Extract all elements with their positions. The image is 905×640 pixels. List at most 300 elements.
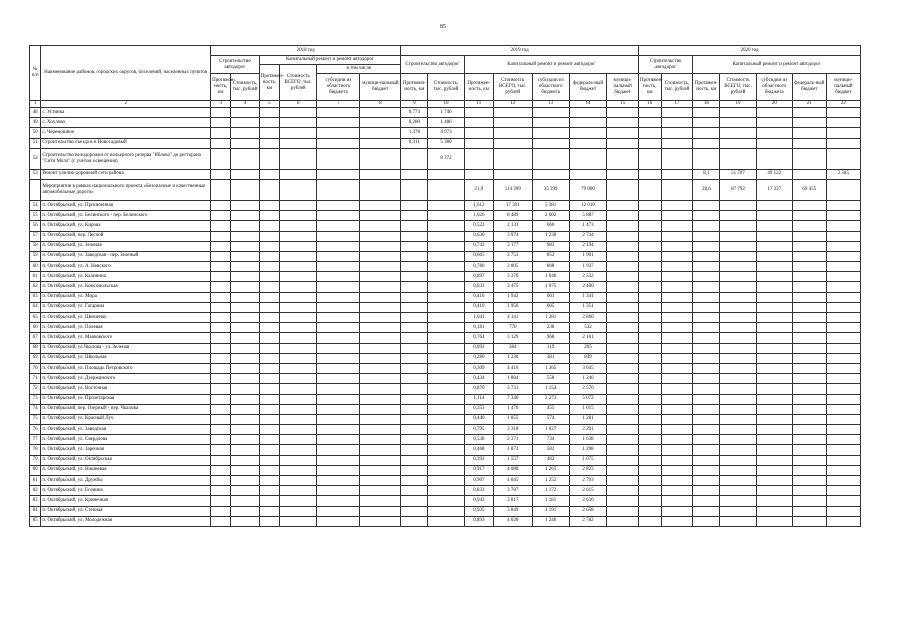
row-value-cell bbox=[661, 404, 693, 414]
row-value-cell bbox=[661, 282, 693, 292]
row-value-cell bbox=[826, 333, 860, 343]
row-value-cell bbox=[259, 455, 279, 465]
row-value-cell bbox=[360, 394, 401, 404]
row-value-cell bbox=[494, 148, 532, 169]
row-value-cell bbox=[231, 292, 259, 302]
row-value-cell bbox=[720, 506, 756, 516]
row-value-cell: 1 470 bbox=[494, 404, 532, 414]
row-value-cell: 1 046 bbox=[532, 272, 569, 282]
row-value-cell: 2 636 bbox=[569, 496, 606, 506]
row-value-cell bbox=[259, 486, 279, 496]
row-value-cell bbox=[231, 179, 259, 200]
row-value-cell bbox=[693, 302, 720, 312]
row-value-cell bbox=[720, 138, 756, 148]
row-value-cell bbox=[231, 221, 259, 231]
row-value-cell: 0,943 bbox=[464, 496, 493, 506]
row-value-cell bbox=[211, 169, 231, 179]
row-value-cell bbox=[401, 374, 428, 384]
row-value-cell bbox=[317, 231, 360, 241]
row-value-cell bbox=[231, 476, 259, 486]
row-name-cell: п. Октябрьский, ул. Площадь Петровского bbox=[41, 363, 211, 373]
row-value-cell bbox=[792, 302, 826, 312]
year-2018-header: 2018 год bbox=[211, 46, 401, 56]
col-name-header: Наименование районов, городских округов, поселений, населенных пунктов bbox=[41, 46, 211, 101]
column-index-cell: 16 bbox=[638, 101, 661, 108]
row-value-cell: 983 bbox=[532, 241, 569, 251]
construction-2018: Строительство автодорог bbox=[211, 56, 260, 74]
row-value-cell bbox=[720, 262, 756, 272]
row-value-cell bbox=[231, 241, 259, 251]
row-number-cell: 66 bbox=[30, 323, 41, 333]
row-value-cell bbox=[569, 148, 606, 169]
row-value-cell: 1 956 bbox=[494, 302, 532, 312]
row-value-cell bbox=[494, 128, 532, 138]
row-number-cell: 83 bbox=[30, 496, 41, 506]
row-name-cell: п. Октябрьский, ул. Кринечная bbox=[41, 496, 211, 506]
row-name-cell: Ремонт улично-дорожной сети района bbox=[41, 169, 211, 179]
row-value-cell bbox=[693, 221, 720, 231]
row-value-cell bbox=[661, 221, 693, 231]
column-index-row bbox=[30, 101, 861, 108]
table-row bbox=[30, 486, 861, 496]
row-value-cell bbox=[211, 272, 231, 282]
row-value-cell: 1 638 bbox=[569, 435, 606, 445]
row-value-cell bbox=[638, 302, 661, 312]
row-value-cell: 0,665 bbox=[464, 251, 493, 261]
row-value-cell bbox=[638, 211, 661, 221]
row-value-cell bbox=[792, 138, 826, 148]
table-row bbox=[30, 262, 861, 272]
row-value-cell bbox=[792, 435, 826, 445]
row-value-cell bbox=[638, 282, 661, 292]
row-value-cell bbox=[428, 302, 464, 312]
row-value-cell bbox=[532, 138, 569, 148]
row-value-cell bbox=[607, 445, 639, 455]
row-value-cell: 1 265 bbox=[532, 465, 569, 475]
row-value-cell bbox=[661, 323, 693, 333]
row-value-cell bbox=[792, 262, 826, 272]
row-value-cell: 1 804 bbox=[494, 374, 532, 384]
year-2019-header: 2019 год bbox=[401, 46, 639, 56]
row-value-cell bbox=[826, 179, 860, 200]
row-name-cell: п. Октябрьский, ул. Кирова bbox=[41, 221, 211, 231]
row-value-cell bbox=[360, 353, 401, 363]
row-value-cell bbox=[607, 169, 639, 179]
row-value-cell bbox=[464, 169, 493, 179]
row-value-cell bbox=[661, 374, 693, 384]
row-value-cell bbox=[607, 148, 639, 169]
row-value-cell bbox=[826, 262, 860, 272]
row-value-cell bbox=[569, 118, 606, 128]
col-no-header: № п/п bbox=[30, 46, 41, 101]
row-value-cell bbox=[259, 404, 279, 414]
row-value-cell bbox=[360, 384, 401, 394]
row-name-cell: п. Октябрьский, ул. Пролетарская bbox=[41, 394, 211, 404]
table-row bbox=[30, 323, 861, 333]
column-index-cell: 6 bbox=[280, 101, 317, 108]
row-name-cell: Мероприятия в рамках национального проекта «Безопасные и качественные автомобильные дороги» bbox=[41, 179, 211, 200]
row-value-cell bbox=[401, 179, 428, 200]
row-name-cell: п. Октябрьский, ул. Дружбы bbox=[41, 476, 211, 486]
row-value-cell bbox=[231, 262, 259, 272]
row-number-cell: 78 bbox=[30, 445, 41, 455]
row-value-cell bbox=[259, 425, 279, 435]
row-value-cell: 582 bbox=[532, 445, 569, 455]
row-value-cell: 2 753 bbox=[494, 251, 532, 261]
row-value-cell bbox=[720, 414, 756, 424]
row-value-cell bbox=[231, 231, 259, 241]
row-value-cell bbox=[607, 108, 639, 118]
row-value-cell bbox=[826, 128, 860, 138]
row-value-cell bbox=[693, 394, 720, 404]
length-2018: Протяжен-ность, км bbox=[211, 74, 231, 101]
row-value-cell bbox=[607, 292, 639, 302]
row-value-cell bbox=[259, 251, 279, 261]
row-value-cell bbox=[720, 282, 756, 292]
row-value-cell bbox=[231, 363, 259, 373]
row-value-cell bbox=[638, 476, 661, 486]
row-value-cell bbox=[638, 148, 661, 169]
row-value-cell bbox=[693, 486, 720, 496]
row-value-cell: 0,280 bbox=[401, 118, 428, 128]
row-value-cell: 558 bbox=[532, 374, 569, 384]
row-value-cell bbox=[607, 211, 639, 221]
row-value-cell bbox=[211, 476, 231, 486]
row-value-cell bbox=[494, 169, 532, 179]
row-value-cell bbox=[693, 118, 720, 128]
row-number-cell: 64 bbox=[30, 302, 41, 312]
row-value-cell bbox=[280, 323, 317, 333]
row-value-cell: 87 792 bbox=[720, 179, 756, 200]
row-value-cell bbox=[756, 211, 792, 221]
row-value-cell bbox=[428, 516, 464, 526]
row-number-cell: 62 bbox=[30, 282, 41, 292]
row-value-cell bbox=[661, 313, 693, 323]
row-value-cell: 1 246 bbox=[532, 516, 569, 526]
row-value-cell bbox=[231, 414, 259, 424]
row-value-cell bbox=[428, 231, 464, 241]
row-value-cell bbox=[661, 211, 693, 221]
row-value-cell bbox=[401, 333, 428, 343]
row-value-cell bbox=[693, 138, 720, 148]
row-value-cell bbox=[211, 231, 231, 241]
row-value-cell bbox=[826, 282, 860, 292]
row-value-cell: 17 391 bbox=[494, 200, 532, 210]
row-value-cell bbox=[661, 343, 693, 353]
row-value-cell bbox=[317, 343, 360, 353]
row-value-cell bbox=[607, 414, 639, 424]
row-name-cell: п. Октябрьский, ул. Заречная bbox=[41, 445, 211, 455]
table-row bbox=[30, 465, 861, 475]
row-value-cell bbox=[826, 394, 860, 404]
row-value-cell bbox=[401, 404, 428, 414]
row-value-cell bbox=[259, 169, 279, 179]
row-value-cell bbox=[360, 445, 401, 455]
column-index-cell: 20 bbox=[756, 101, 792, 108]
row-name-cell: п. Октябрьский, ул. Школьная bbox=[41, 353, 211, 363]
subsidy-2020: субсидии из областного бюджета bbox=[756, 74, 792, 101]
row-value-cell: 21,9 bbox=[464, 179, 493, 200]
row-value-cell bbox=[826, 241, 860, 251]
table-row bbox=[30, 169, 861, 179]
row-value-cell bbox=[360, 108, 401, 118]
row-value-cell bbox=[607, 506, 639, 516]
row-value-cell bbox=[428, 506, 464, 516]
row-number-cell: 58 bbox=[30, 241, 41, 251]
row-value-cell bbox=[826, 221, 860, 231]
row-value-cell bbox=[231, 425, 259, 435]
row-value-cell bbox=[231, 343, 259, 353]
row-value-cell bbox=[317, 302, 360, 312]
row-value-cell bbox=[464, 148, 493, 169]
row-value-cell bbox=[259, 384, 279, 394]
row-value-cell bbox=[693, 516, 720, 526]
row-value-cell bbox=[661, 363, 693, 373]
row-value-cell: 17 337 bbox=[756, 179, 792, 200]
row-value-cell bbox=[607, 262, 639, 272]
row-name-cell: п. Октябрьский, пер. Озерный - пер. Чкалова bbox=[41, 404, 211, 414]
row-value-cell bbox=[360, 262, 401, 272]
row-value-cell bbox=[826, 465, 860, 475]
row-value-cell bbox=[280, 118, 317, 128]
row-name-cell: п. Октябрьский, ул. Маяковского bbox=[41, 333, 211, 343]
column-index-cell: 11 bbox=[464, 101, 493, 108]
row-value-cell: 770 bbox=[494, 323, 532, 333]
row-value-cell bbox=[792, 374, 826, 384]
row-value-cell: 51 707 bbox=[720, 169, 756, 179]
row-value-cell bbox=[317, 506, 360, 516]
row-value-cell bbox=[231, 108, 259, 118]
row-value-cell: 3 177 bbox=[494, 241, 532, 251]
row-value-cell: 1 365 bbox=[532, 363, 569, 373]
row-value-cell bbox=[826, 272, 860, 282]
row-value-cell bbox=[360, 313, 401, 323]
row-value-cell bbox=[317, 435, 360, 445]
row-value-cell: 2 194 bbox=[569, 241, 606, 251]
row-value-cell bbox=[280, 363, 317, 373]
row-value-cell: 482 bbox=[532, 455, 569, 465]
table-row bbox=[30, 179, 861, 200]
table-row bbox=[30, 445, 861, 455]
page-number: 85 bbox=[440, 24, 446, 30]
row-value-cell bbox=[826, 496, 860, 506]
row-value-cell bbox=[661, 118, 693, 128]
row-value-cell bbox=[231, 148, 259, 169]
row-value-cell bbox=[259, 128, 279, 138]
row-value-cell bbox=[720, 231, 756, 241]
row-value-cell bbox=[280, 313, 317, 323]
row-value-cell bbox=[401, 272, 428, 282]
row-name-cell: п. Октябрьский, ул. Зеленая bbox=[41, 241, 211, 251]
row-number-cell: 52 bbox=[30, 148, 41, 169]
row-value-cell bbox=[638, 414, 661, 424]
row-value-cell bbox=[428, 445, 464, 455]
row-value-cell bbox=[259, 148, 279, 169]
row-value-cell bbox=[211, 108, 231, 118]
row-value-cell bbox=[401, 169, 428, 179]
row-number-cell: 79 bbox=[30, 455, 41, 465]
row-value-cell bbox=[401, 506, 428, 516]
row-name-cell: с. Черемошное bbox=[41, 128, 211, 138]
row-value-cell bbox=[826, 118, 860, 128]
table-row bbox=[30, 241, 861, 251]
row-value-cell bbox=[211, 138, 231, 148]
row-number-cell: 54 bbox=[30, 200, 41, 210]
row-value-cell bbox=[693, 476, 720, 486]
row-value-cell bbox=[401, 516, 428, 526]
row-value-cell bbox=[428, 251, 464, 261]
row-value-cell bbox=[428, 486, 464, 496]
row-value-cell bbox=[756, 333, 792, 343]
row-value-cell bbox=[317, 455, 360, 465]
row-value-cell bbox=[826, 211, 860, 221]
row-value-cell bbox=[259, 363, 279, 373]
column-index-cell: 10 bbox=[428, 101, 464, 108]
row-value-cell: 605 bbox=[532, 302, 569, 312]
row-value-cell bbox=[280, 465, 317, 475]
row-value-cell bbox=[638, 384, 661, 394]
row-value-cell bbox=[211, 343, 231, 353]
row-name-cell: с. Хохлово bbox=[41, 118, 211, 128]
row-value-cell bbox=[720, 108, 756, 118]
row-value-cell bbox=[720, 302, 756, 312]
row-value-cell bbox=[317, 128, 360, 138]
row-value-cell bbox=[317, 221, 360, 231]
row-value-cell bbox=[693, 272, 720, 282]
table-row bbox=[30, 118, 861, 128]
row-value-cell: 574 bbox=[532, 414, 569, 424]
column-index-cell: 3 bbox=[211, 101, 231, 108]
row-value-cell bbox=[720, 384, 756, 394]
row-value-cell bbox=[428, 323, 464, 333]
row-name-cell: п. Октябрьский, ул. Дзержинского bbox=[41, 374, 211, 384]
row-value-cell bbox=[792, 272, 826, 282]
row-name-cell: с. Устинка bbox=[41, 108, 211, 118]
column-index-cell: 8 bbox=[360, 101, 401, 108]
row-value-cell: 0,893 bbox=[464, 516, 493, 526]
row-value-cell: 4 045 bbox=[494, 476, 532, 486]
table-row bbox=[30, 476, 861, 486]
row-value-cell bbox=[231, 333, 259, 343]
row-value-cell bbox=[211, 292, 231, 302]
row-value-cell bbox=[638, 138, 661, 148]
row-value-cell bbox=[280, 200, 317, 210]
table-row bbox=[30, 394, 861, 404]
row-name-cell: Строительство велодорожки от вольерного резерва "Яблоко" до ресторана "Сити Молл" (с учетом освещения) bbox=[41, 148, 211, 169]
row-value-cell: 49 122 bbox=[756, 169, 792, 179]
row-value-cell bbox=[826, 302, 860, 312]
row-value-cell bbox=[360, 302, 401, 312]
row-value-cell bbox=[756, 425, 792, 435]
row-value-cell bbox=[661, 476, 693, 486]
row-value-cell bbox=[259, 323, 279, 333]
row-value-cell bbox=[360, 211, 401, 221]
row-value-cell: 1 172 bbox=[532, 486, 569, 496]
row-value-cell bbox=[756, 486, 792, 496]
table-row bbox=[30, 343, 861, 353]
row-value-cell bbox=[211, 445, 231, 455]
row-value-cell bbox=[607, 313, 639, 323]
row-value-cell: 28,6 bbox=[693, 179, 720, 200]
row-value-cell bbox=[211, 148, 231, 169]
row-value-cell bbox=[693, 384, 720, 394]
row-value-cell: 734 bbox=[532, 435, 569, 445]
row-value-cell bbox=[792, 455, 826, 465]
row-value-cell bbox=[693, 128, 720, 138]
row-value-cell bbox=[428, 241, 464, 251]
row-value-cell bbox=[661, 465, 693, 475]
row-value-cell bbox=[607, 200, 639, 210]
row-name-cell: п. Октябрьский, ул. Восточная bbox=[41, 384, 211, 394]
row-value-cell bbox=[661, 138, 693, 148]
row-value-cell bbox=[317, 118, 360, 128]
row-name-cell: п. Октябрьский, ул.Чкалова - ул. Зеленая bbox=[41, 343, 211, 353]
row-value-cell: 1 473 bbox=[569, 221, 606, 231]
row-value-cell bbox=[360, 476, 401, 486]
row-value-cell bbox=[428, 221, 464, 231]
row-value-cell bbox=[720, 313, 756, 323]
row-value-cell bbox=[792, 282, 826, 292]
row-value-cell bbox=[211, 435, 231, 445]
row-value-cell bbox=[401, 221, 428, 231]
row-value-cell bbox=[792, 292, 826, 302]
row-value-cell bbox=[607, 476, 639, 486]
row-value-cell bbox=[280, 251, 317, 261]
column-index-cell: 4 bbox=[231, 101, 259, 108]
row-value-cell bbox=[661, 516, 693, 526]
row-value-cell: 8,1 bbox=[693, 169, 720, 179]
cost-total-2018: Стоимость ВСЕГО, тыс. рублей bbox=[280, 65, 317, 101]
row-value-cell bbox=[259, 231, 279, 241]
row-value-cell bbox=[360, 455, 401, 465]
row-value-cell bbox=[756, 231, 792, 241]
table-row bbox=[30, 272, 861, 282]
row-number-cell: 53 bbox=[30, 169, 41, 179]
row-value-cell: 0,468 bbox=[464, 445, 493, 455]
row-value-cell: 1 855 bbox=[494, 414, 532, 424]
row-value-cell: 119 bbox=[532, 343, 569, 353]
row-value-cell bbox=[720, 323, 756, 333]
row-value-cell bbox=[638, 272, 661, 282]
row-value-cell: 4 973 bbox=[428, 128, 464, 138]
row-value-cell bbox=[693, 200, 720, 210]
table-row bbox=[30, 108, 861, 118]
repair-2020: Капитальный ремонт и ремонт автодорог bbox=[693, 56, 861, 74]
row-value-cell: 2 602 bbox=[532, 211, 569, 221]
row-value-cell bbox=[211, 516, 231, 526]
row-value-cell bbox=[428, 292, 464, 302]
subsidy-2018: субсидии из областного бюджета bbox=[317, 74, 360, 101]
row-value-cell bbox=[661, 251, 693, 261]
row-value-cell bbox=[211, 262, 231, 272]
row-value-cell bbox=[720, 445, 756, 455]
row-value-cell: 12 010 bbox=[569, 200, 606, 210]
row-value-cell bbox=[317, 496, 360, 506]
row-value-cell bbox=[211, 221, 231, 231]
row-value-cell bbox=[607, 221, 639, 231]
row-value-cell bbox=[792, 496, 826, 506]
row-value-cell bbox=[259, 262, 279, 272]
row-value-cell bbox=[607, 363, 639, 373]
row-value-cell bbox=[259, 282, 279, 292]
table-row bbox=[30, 128, 861, 138]
row-number-cell: 68 bbox=[30, 343, 41, 353]
row-value-cell bbox=[756, 118, 792, 128]
row-value-cell bbox=[360, 435, 401, 445]
row-value-cell bbox=[792, 251, 826, 261]
row-value-cell bbox=[792, 384, 826, 394]
row-value-cell bbox=[211, 465, 231, 475]
